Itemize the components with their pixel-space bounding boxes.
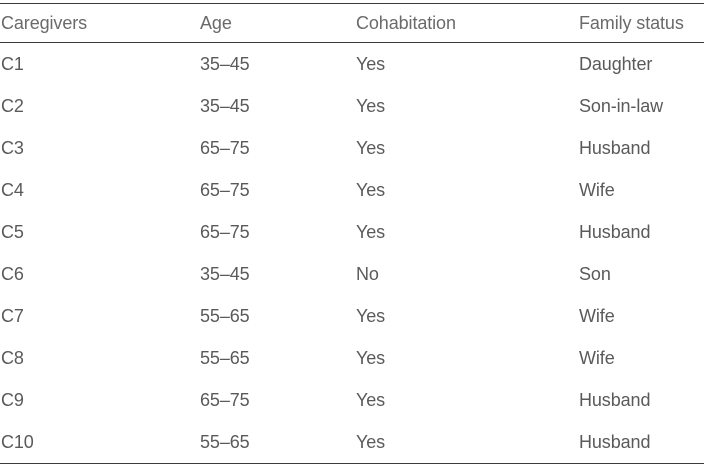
table-row — [0, 337, 704, 379]
cell-family-status: Wife — [579, 347, 615, 368]
cell-age: 55–65 — [200, 305, 250, 326]
column-header-family-status: Family status — [579, 12, 684, 33]
cell-caregiver: C4 — [1, 179, 24, 200]
cell-cohabitation: Yes — [356, 305, 386, 326]
table-row — [0, 421, 704, 464]
cell-family-status: Son-in-law — [579, 95, 664, 116]
cell-age: 35–45 — [200, 263, 250, 284]
cell-cohabitation: Yes — [356, 221, 386, 242]
table-row — [0, 379, 704, 421]
cell-caregiver: C1 — [1, 53, 24, 74]
cell-family-status: Husband — [579, 431, 651, 452]
cell-caregiver: C2 — [1, 95, 24, 116]
cell-cohabitation: No — [356, 263, 379, 284]
table-row — [0, 211, 704, 253]
cell-family-status: Husband — [579, 389, 651, 410]
table-row — [0, 295, 704, 337]
cell-cohabitation: Yes — [356, 431, 386, 452]
cell-age: 65–75 — [200, 389, 250, 410]
cell-family-status: Husband — [579, 137, 651, 158]
cell-age: 55–65 — [200, 347, 250, 368]
cell-cohabitation: Yes — [356, 95, 386, 116]
cell-caregiver: C10 — [1, 431, 34, 452]
cell-age: 55–65 — [200, 431, 250, 452]
caregivers-table — [0, 3, 704, 464]
table-header-row — [0, 4, 704, 43]
cell-caregiver: C6 — [1, 263, 24, 284]
cell-cohabitation: Yes — [356, 179, 386, 200]
table-row — [0, 253, 704, 295]
table-row — [0, 85, 704, 127]
cell-caregiver: C5 — [1, 221, 24, 242]
cell-age: 65–75 — [200, 221, 250, 242]
cell-family-status: Son — [579, 263, 611, 284]
cell-age: 35–45 — [200, 53, 250, 74]
table-row — [0, 43, 704, 86]
cell-family-status: Husband — [579, 221, 651, 242]
cell-cohabitation: Yes — [356, 137, 386, 158]
column-header-cohabitation: Cohabitation — [356, 12, 456, 33]
cell-cohabitation: Yes — [356, 53, 386, 74]
column-header-age: Age — [200, 12, 232, 33]
column-header-caregivers: Caregivers — [1, 12, 88, 33]
cell-caregiver: C7 — [1, 305, 24, 326]
cell-cohabitation: Yes — [356, 389, 386, 410]
cell-age: 65–75 — [200, 179, 250, 200]
cell-caregiver: C9 — [1, 389, 24, 410]
cell-family-status: Wife — [579, 305, 615, 326]
table-row — [0, 169, 704, 211]
cell-caregiver: C8 — [1, 347, 24, 368]
cell-family-status: Daughter — [579, 53, 653, 74]
cell-family-status: Wife — [579, 179, 615, 200]
table-row — [0, 127, 704, 169]
cell-age: 65–75 — [200, 137, 250, 158]
cell-cohabitation: Yes — [356, 347, 386, 368]
cell-caregiver: C3 — [1, 137, 24, 158]
cell-age: 35–45 — [200, 95, 250, 116]
